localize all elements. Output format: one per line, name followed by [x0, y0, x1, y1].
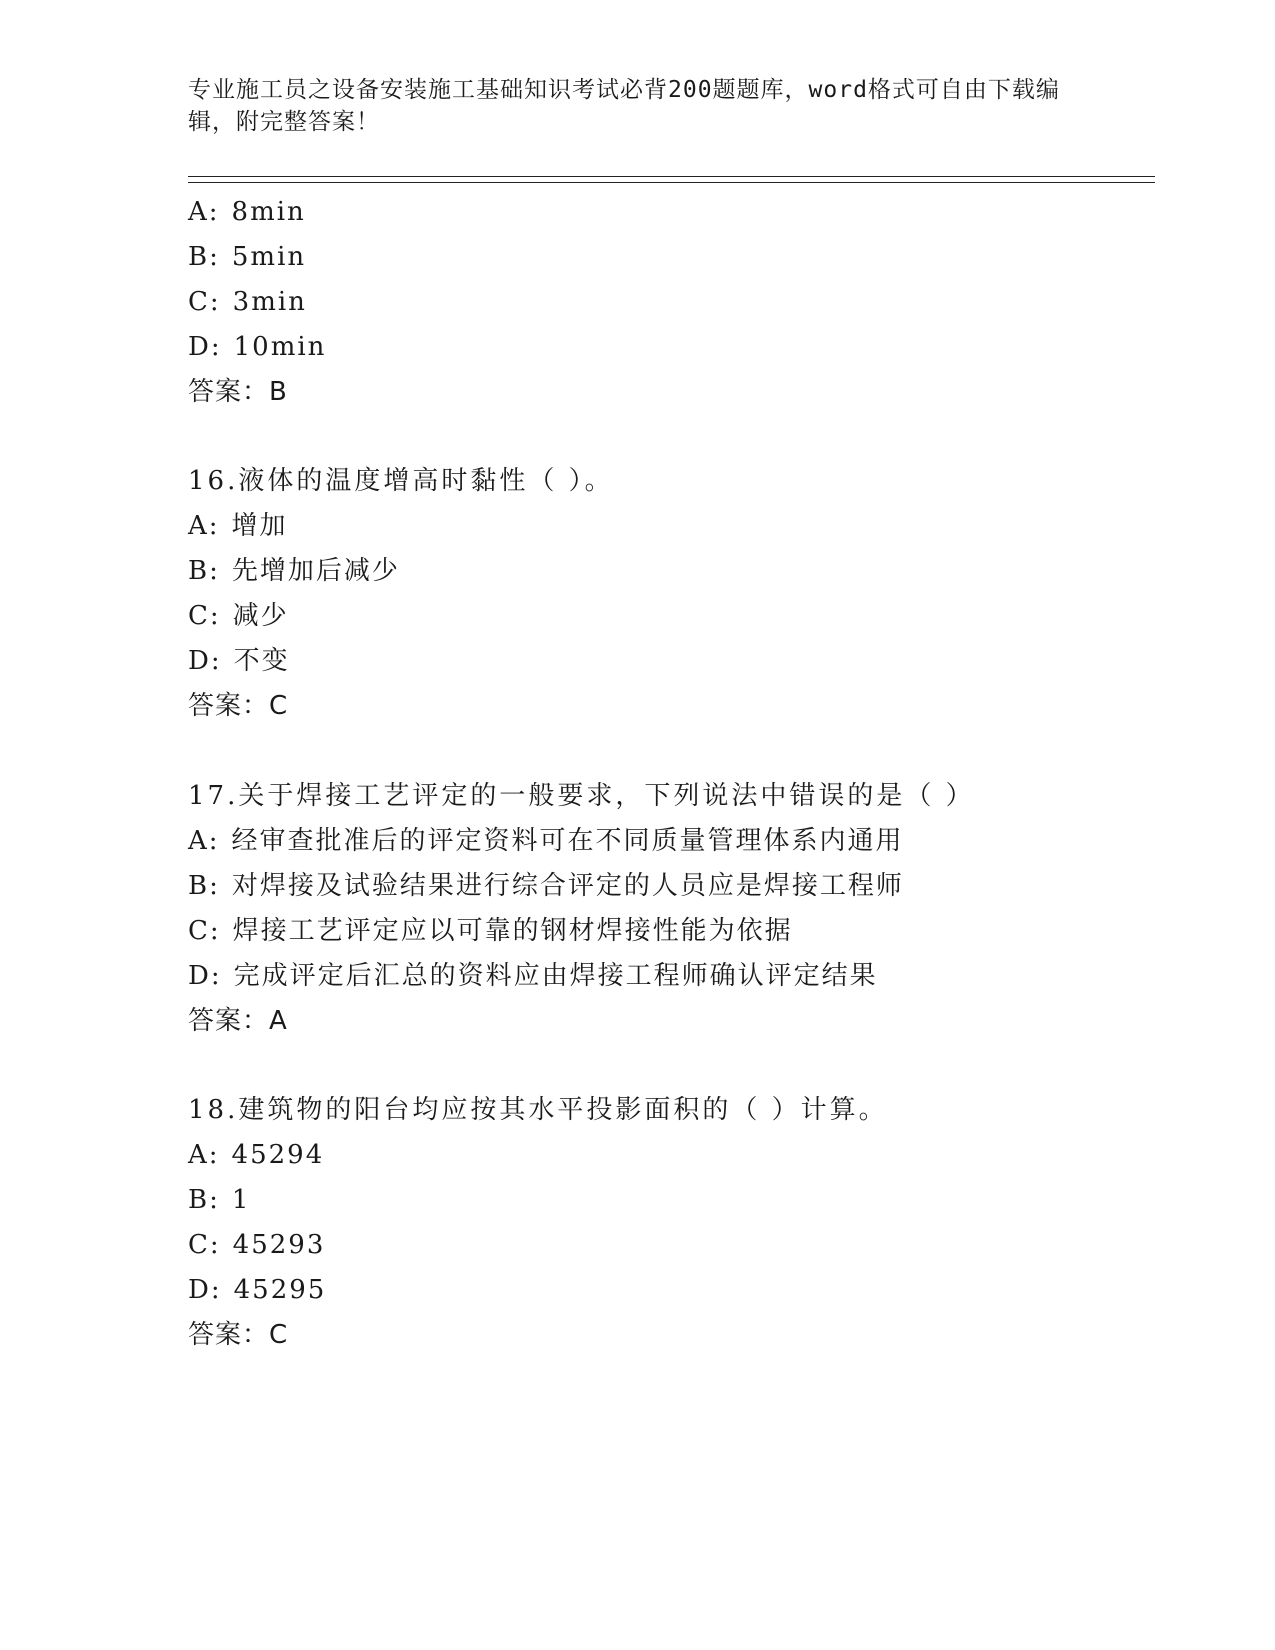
option-text: 增加: [231, 511, 288, 541]
q18-option-c: [188, 1229, 325, 1261]
prev-option-b: [188, 241, 306, 273]
option-text: 经审查批准后的评定资料可在不同质量管理体系内通用: [231, 826, 904, 856]
q18-option-b: [188, 1184, 250, 1216]
q17-option-d: [188, 960, 878, 992]
q17-option-a: [188, 825, 904, 857]
q18-option-d: [188, 1274, 326, 1306]
header-rule-bottom: [188, 182, 1155, 183]
q16-option-c: [188, 600, 289, 632]
option-text: 减少: [232, 601, 289, 631]
q18-answer: 答案：C: [188, 1320, 289, 1350]
option-label: B:: [188, 556, 220, 586]
option-text: 先增加后减少: [231, 556, 400, 586]
option-label: C:: [188, 287, 221, 317]
prev-option-a: [188, 196, 306, 228]
q16-option-a: [188, 510, 288, 542]
question-18-title: 18.建筑物的阳台均应按其水平投影面积的（ ）计算。: [188, 1095, 888, 1125]
option-text: 不变: [233, 646, 290, 676]
q16-answer: 答案：C: [188, 691, 289, 721]
q16-option-b: [188, 555, 400, 587]
prev-answer: 答案：B: [188, 377, 288, 407]
option-label: C:: [188, 601, 221, 631]
option-text: 45293: [232, 1230, 326, 1260]
q17-answer: 答案：A: [188, 1006, 288, 1036]
option-text: 完成评定后汇总的资料应由焊接工程师确认评定结果: [233, 961, 878, 991]
header-rule-top: [188, 176, 1155, 177]
option-label: D:: [188, 646, 222, 676]
document-header-title: 专业施工员之设备安装施工基础知识考试必背200题题库，word格式可自由下载编辑，附完整答案！: [188, 77, 1060, 135]
option-label: A:: [188, 511, 220, 541]
option-label: D:: [188, 1275, 222, 1305]
option-label: D:: [188, 332, 222, 362]
option-text: 焊接工艺评定应以可靠的钢材焊接性能为依据: [232, 916, 793, 946]
option-text: 45294: [231, 1140, 325, 1170]
option-label: B:: [188, 242, 220, 272]
q17-option-c: [188, 915, 793, 947]
option-label: B:: [188, 871, 220, 901]
option-label: A:: [188, 826, 220, 856]
option-text: 1: [231, 1185, 251, 1215]
option-text: 10min: [233, 332, 327, 362]
option-label: B:: [188, 1185, 220, 1215]
prev-option-d: [188, 331, 326, 363]
prev-option-c: [188, 286, 307, 318]
option-label: A:: [188, 1140, 220, 1170]
q17-option-b: [188, 870, 904, 902]
option-text: 对焊接及试验结果进行综合评定的人员应是焊接工程师: [231, 871, 904, 901]
option-label: C:: [188, 916, 221, 946]
question-17-title: 17.关于焊接工艺评定的一般要求，下列说法中错误的是（ ）: [188, 781, 975, 811]
q18-option-a: [188, 1139, 324, 1171]
option-text: 8min: [231, 197, 306, 227]
option-label: D:: [188, 961, 222, 991]
q16-option-d: [188, 645, 290, 677]
option-text: 3min: [232, 287, 307, 317]
question-16-title: 16.液体的温度增高时黏性（ ）。: [188, 466, 614, 496]
option-label: A:: [188, 197, 220, 227]
option-label: C:: [188, 1230, 221, 1260]
option-text: 5min: [231, 242, 307, 272]
option-text: 45295: [233, 1275, 327, 1305]
